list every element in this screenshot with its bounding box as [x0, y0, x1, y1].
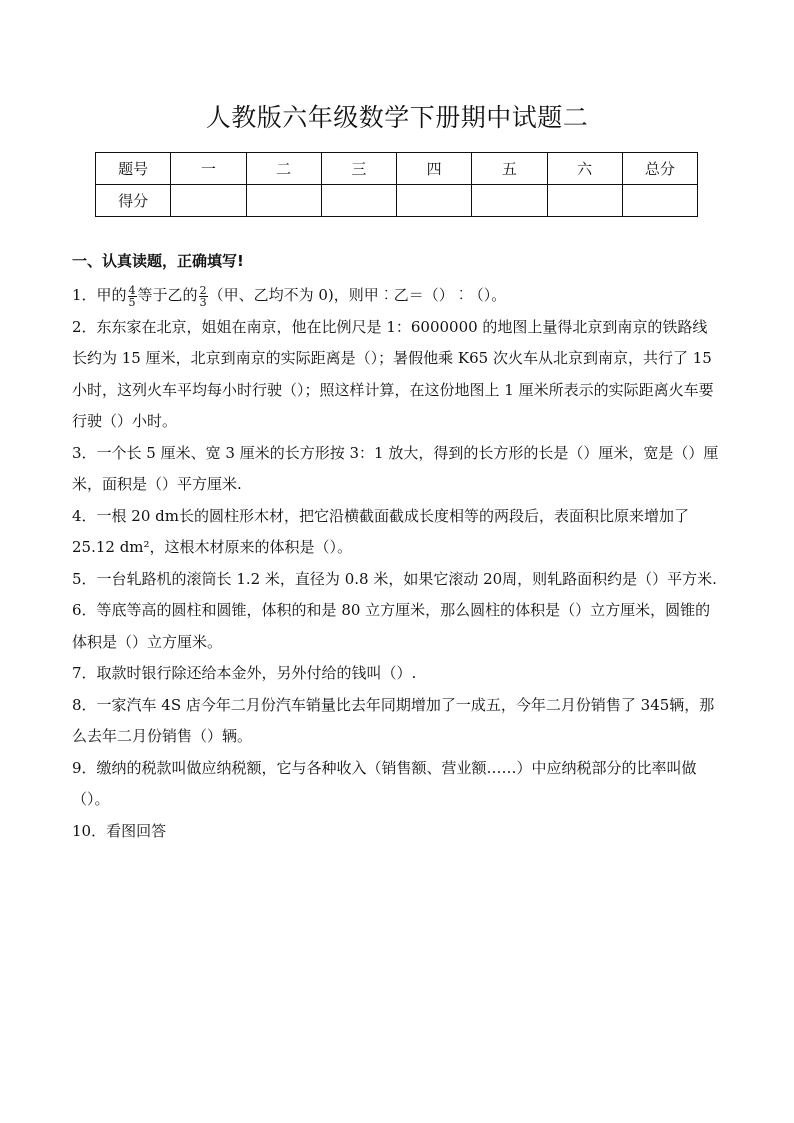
table-cell: 六: [547, 153, 622, 185]
section-heading: 一、认真读题，正确填写!: [72, 252, 244, 270]
table-cell: 四: [397, 153, 472, 185]
question-1: [72, 280, 722, 312]
question-3: 3．一个长 5 厘米、宽 3 厘米的长方形按 3：1 放大，得到的长方形的长是（）厘米，宽是（）厘米，面积是（）平方厘米.: [72, 443, 719, 493]
score-entry-cell[interactable]: [547, 185, 622, 217]
table-cell: 一: [171, 153, 246, 185]
score-entry-cell[interactable]: [622, 185, 697, 217]
question-text: 1．甲的: [72, 286, 127, 304]
question-10: 10．看图回答: [72, 821, 167, 840]
question-5: 5．一台轧路机的滚筒长 1.2 米，直径为 0.8 米，如果它滚动 20周，则轧路面积约是（）平方米.: [72, 569, 717, 588]
question-text: 等于乙的: [137, 286, 198, 304]
question-9: 9．缴纳的税款叫做应纳税额，它与各种收入（销售额、营业额……）中应纳税部分的比率叫做（）。: [72, 758, 697, 808]
question-7: 7．取款时银行除还给本金外，另外付给的钱叫（）.: [72, 664, 417, 682]
score-entry-cell[interactable]: [171, 185, 246, 217]
question-8: 8．一家汽车 4S 店今年二月份汽车销量比去年同期增加了一成五，今年二月份销售了 345辆，那么去年二月份销售（）辆。: [72, 695, 715, 745]
table-cell: 二: [246, 153, 321, 185]
score-table-score-row: [96, 185, 698, 217]
fraction-numerator: 2: [199, 283, 207, 297]
table-cell: 总分: [622, 153, 697, 185]
fraction: [128, 285, 137, 308]
fraction: [199, 285, 208, 308]
score-entry-cell[interactable]: [321, 185, 396, 217]
question-4: 4．一根 20 dm长的圆柱形木材，把它沿横截面截成长度相等的两段后，表面积比原来增加了 25.12 dm²，这根木材原来的体积是（）。: [72, 506, 689, 556]
question-2: 2．东东家在北京，姐姐在南京，他在比例尺是 1：6000000 的地图上量得北京到南京的铁路线长约为 15 厘米，北京到南京的实际距离是（）；暑假他乘 K65 次火车从北京到南京，共行了 15 小时，这列火车平均每小时行驶（）；照这样计算，在这份地图上 1 厘米所表示的实际距离火车要行驶（）小时。: [72, 317, 714, 430]
fraction-numerator: 4: [128, 283, 136, 297]
question-list: [72, 280, 722, 847]
table-cell: 三: [321, 153, 396, 185]
table-cell: 题号: [96, 153, 171, 185]
question-text: （甲、乙均不为 0)，则甲︰乙＝（）︰（）。: [208, 286, 507, 304]
score-entry-cell[interactable]: [472, 185, 547, 217]
score-table-header-row: [96, 153, 698, 185]
score-entry-cell[interactable]: [397, 185, 472, 217]
page-title: 人教版六年级数学下册期中试题二: [205, 103, 589, 132]
table-cell: 得分: [96, 185, 171, 217]
question-6: 6．等底等高的圆柱和圆锥，体积的和是 80 立方厘米，那么圆柱的体积是（）立方厘米，圆锥的体积是（）立方厘米。: [72, 601, 711, 651]
fraction-denominator: 5: [128, 295, 136, 309]
score-table: [95, 152, 698, 217]
fraction-denominator: 3: [199, 295, 207, 309]
table-cell: 五: [472, 153, 547, 185]
score-entry-cell[interactable]: [246, 185, 321, 217]
